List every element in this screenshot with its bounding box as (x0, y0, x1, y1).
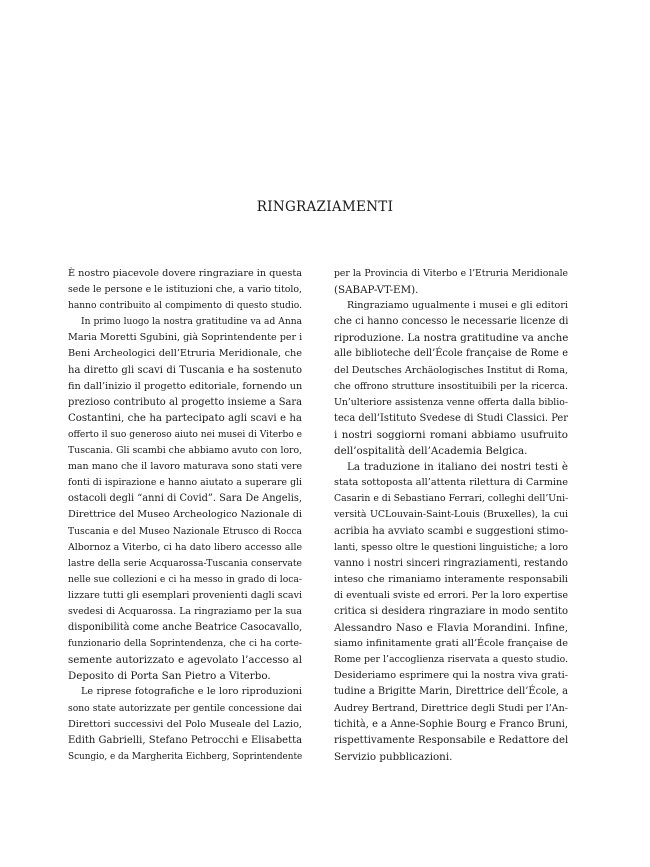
text-line: dell’ospitalità dell’Academia Belgica. (334, 445, 528, 458)
text-line: lizzare tutti gli esemplari provenienti dagli scavi (68, 589, 302, 601)
text-line: ostacoli degli “anni di Covid”. Sara De Angelis, (68, 493, 302, 505)
text-line: La traduzione in italiano dei nostri testi è (347, 461, 568, 474)
text-line: prezioso contributo al progetto insieme a Sara (68, 396, 302, 408)
text-line: funzionario della Soprintendenza, che ci ha corte- (68, 638, 302, 650)
text-line: Audrey Bertrand, Direttrice degli Studi per l’An- (334, 702, 568, 714)
text-line: Albornoz a Viterbo, ci ha dato libero accesso alle (68, 541, 302, 553)
text-line: che ci hanno concesso le necessarie licenze di (334, 316, 568, 328)
text-line: Desideriamo esprimere qui la nostra viva grati- (334, 670, 568, 682)
text-line: Direttrice del Museo Archeologico Nazionale di (68, 509, 302, 521)
text-line: del Deutsches Archäologisches Institut di Roma, (334, 364, 568, 376)
text-line: offerto il suo generoso aiuto nei musei di Viterbo e (68, 429, 302, 440)
text-line: Beni Archeologici dell’Etruria Meridionale, che (68, 348, 302, 360)
text-line: ha diretto gli scavi di Tuscania e ha sostenuto (68, 364, 302, 376)
text-line: tudine a Brigitte Marin, Direttrice dell’École, a (334, 686, 568, 698)
text-line: vanno i nostri sinceri ringraziamenti, restando (334, 557, 568, 569)
text-line: inteso che rimaniamo interamente responsabili (334, 573, 568, 585)
text-line: Casarin e di Sebastiano Ferrari, colleghi dell’Uni- (334, 493, 568, 505)
text-line: teca dell’Istituto Svedese di Studi Classici. Per (334, 412, 568, 424)
text-line: fin dall’inizio il progetto editoriale, fornendo un (68, 380, 302, 392)
text-line: siamo infinitamente grati all’École française de (334, 638, 568, 650)
text-line: critica si desidera ringraziare in modo sentito (334, 605, 568, 617)
text-line: nelle sue collezioni e ci ha messo in grado di loca- (68, 573, 302, 585)
text-line: lanti, spesso oltre le questioni linguistiche; a loro (334, 541, 568, 553)
text-line: Scungio, e da Margherita Eichberg, Soprintendente (68, 751, 302, 762)
text-line: fonti di ispirazione e hanno aiutato a superare gli (68, 477, 302, 489)
text-line: rispettivamente Responsabile e Redattore del (334, 734, 568, 746)
text-line: riproduzione. La nostra gratitudine va anche (334, 332, 568, 345)
text-line: lastre della serie Acquarossa-Tuscania conservate (68, 557, 302, 569)
text-line: In primo luogo la nostra gratitudine va ad Anna (81, 317, 302, 328)
text-line: tichità, e a Anne-Sophie Bourg e Franco Bruni, (334, 718, 568, 730)
page-title: RINGRAZIAMENTI (256, 199, 394, 215)
text-line: hanno contribuito al compimento di questo studio. (68, 301, 302, 312)
text-line: Direttori successivi del Polo Museale del Lazio, (68, 718, 302, 730)
text-line: Servizio pubblicazioni. (334, 750, 453, 763)
text-line: Maria Moretti Sgubini, già Soprintendente per i (68, 332, 302, 344)
text-line: disponibilità come anche Beatrice Casocavallo, (68, 622, 302, 634)
left-text-column (68, 266, 302, 765)
text-line: acribia ha avviato scambi e suggestioni stimo- (334, 525, 568, 537)
text-line: Rome per l’accoglienza riservata a questo studio. (334, 654, 568, 666)
text-line: versità UCLouvain-Saint-Louis (Bruxelles), la cui (334, 509, 568, 521)
text-line: Deposito di Porta San Pietro a Viterbo. (68, 670, 271, 683)
text-line: per la Provincia di Viterbo e l’Etruria Meridionale (334, 268, 568, 279)
text-line: Alessandro Naso e Flavia Morandini. Infine, (334, 622, 568, 635)
right-text-column (334, 266, 568, 765)
text-line: sono state autorizzate per gentile concessione dai (68, 702, 302, 714)
text-line: (SABAP-VT-EM). (334, 284, 419, 297)
text-line: che offrono strutture insostituibili per la ricerca. (334, 380, 568, 392)
text-line: di eventuali sviste ed errori. Per la loro expertise (334, 589, 568, 601)
text-line: È nostro piacevole dovere ringraziare in questa (68, 268, 302, 279)
text-line: Un’ulteriore assistenza venne offerta dalla biblio- (334, 396, 568, 408)
text-line: Tuscania. Gli scambi che abbiamo avuto con loro, (68, 445, 302, 457)
text-line: man mano che il lavoro maturava sono stati vere (68, 461, 302, 473)
text-line: i nostri soggiorni romani abbiamo usufruito (334, 428, 568, 441)
text-line: sede le persone e le istituzioni che, a vario titolo, (68, 284, 302, 296)
text-line: Costantini, che ha partecipato agli scavi e ha (68, 412, 302, 424)
text-line: Le riprese fotografiche e le loro riproduzioni (81, 686, 302, 698)
text-line: stata sottoposta all’attenta rilettura di Carmine (334, 477, 568, 489)
text-line: Ringraziamo ugualmente i musei e gli editori (347, 300, 568, 312)
text-line: Tuscania e del Museo Nazionale Etrusco di Rocca (68, 525, 302, 537)
text-line: alle biblioteche dell’École française de Rome e (334, 348, 568, 360)
text-line: svedesi di Acquarossa. La ringraziamo per la sua (68, 605, 302, 617)
text-line: Edith Gabrielli, Stefano Petrocchi e Elisabetta (68, 734, 302, 746)
text-line: semente autorizzato e agevolato l’accesso al (68, 654, 302, 667)
